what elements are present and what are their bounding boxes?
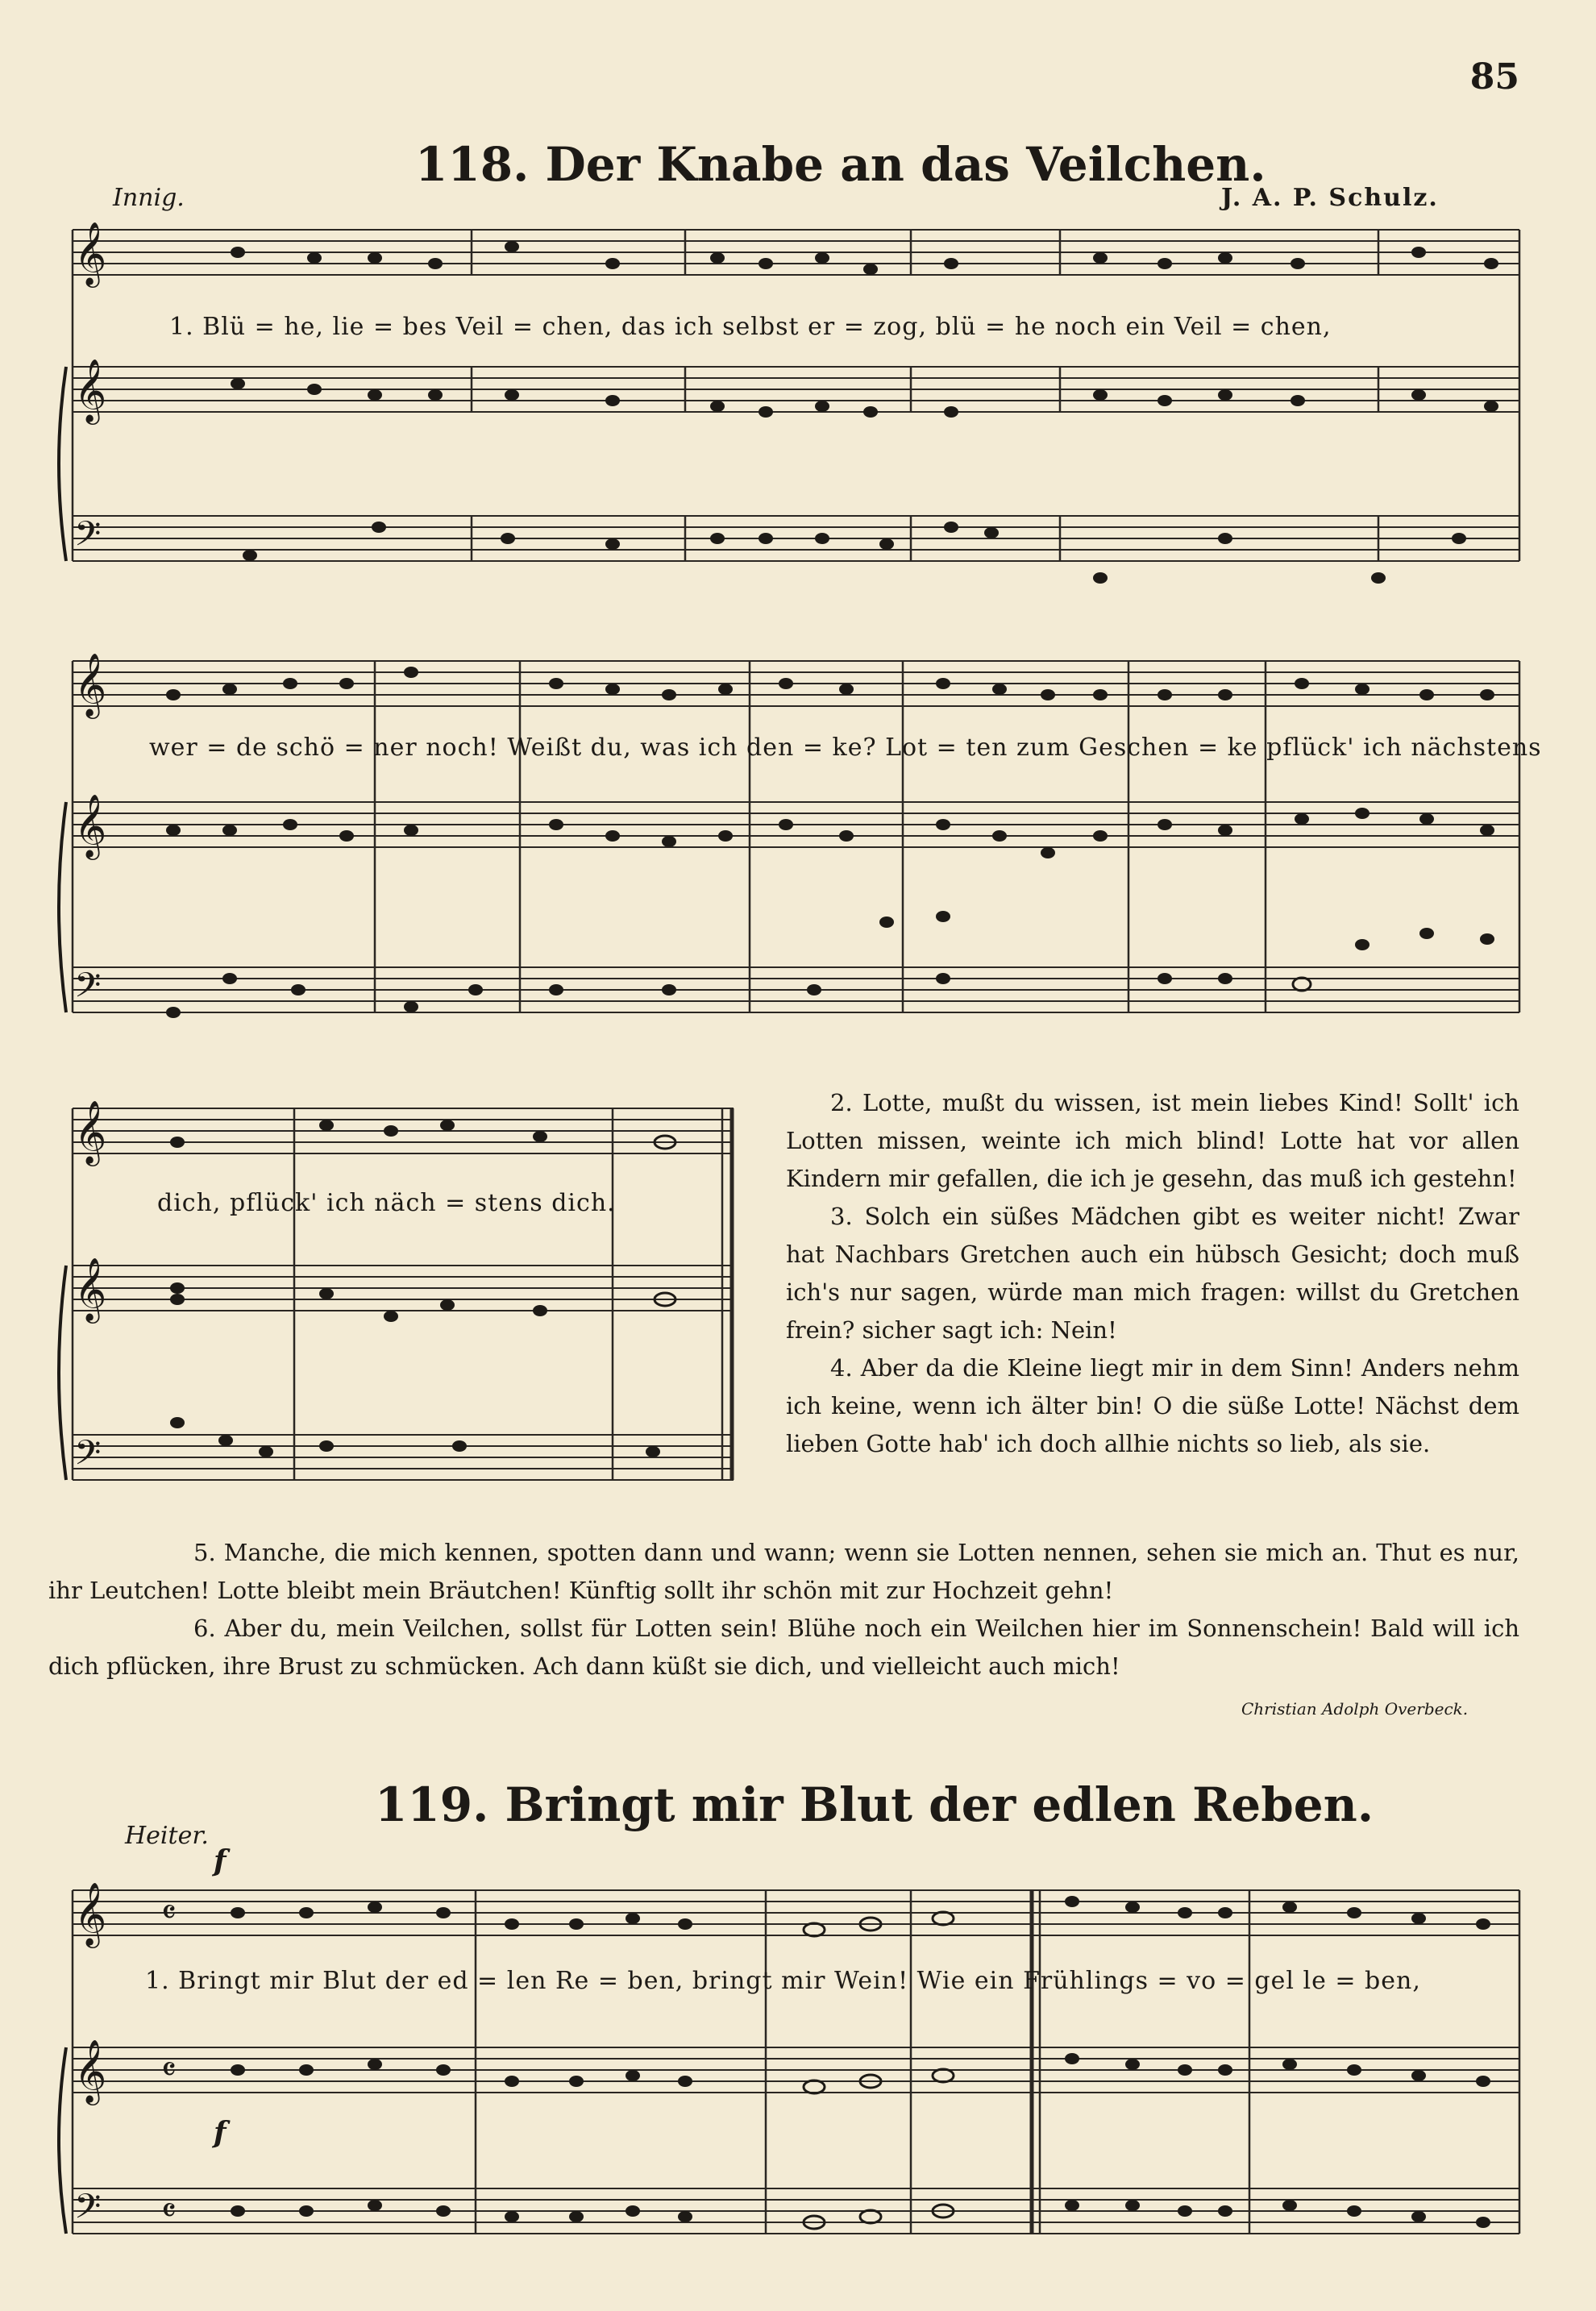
treble-clef-icon: 𝄞 bbox=[74, 1257, 107, 1321]
page-number: 85 bbox=[1469, 56, 1519, 98]
treble-clef-icon: 𝄞 bbox=[74, 222, 107, 285]
song-118-title: 118. Der Knabe an das Veilchen. bbox=[415, 137, 1266, 192]
piano-treble-staff bbox=[73, 367, 1519, 412]
song-119-lyrics-line-1: 1. Bringt mir Blut der ed = len Re = ben, bringt mir Wein! Wie ein Frühlings = vo = gel le = ben, bbox=[145, 1967, 1421, 1995]
treble-clef-icon: 𝄞 bbox=[74, 1882, 107, 1946]
bass-clef-icon: 𝄢 bbox=[74, 514, 102, 563]
song-118-lyrics-line-2: wer = de schö = ner noch! Weißt du, was ich den = ke? Lot = ten zum Geschen = ke pflück' ich nächstens bbox=[149, 734, 1542, 762]
treble-clef-icon: 𝄞 bbox=[74, 1100, 107, 1164]
song-119-title: 119. Bringt mir Blut der edlen Reben. bbox=[375, 1777, 1374, 1832]
music-system-4 bbox=[56, 1874, 1532, 2305]
dynamic-forte-voice: f bbox=[214, 1844, 227, 1878]
song-118-tempo: Innig. bbox=[113, 184, 185, 212]
verse-4: 4. Aber da die Kleine liegt mir in dem Sinn! Anders nehm ich keine, wenn ich älter bin! O die süße Lotte! Nächst dem lieben Gotte hab' ich doch allhie nichts so lieb, als sie. bbox=[786, 1354, 1519, 1457]
verse-6: 6. Aber du, mein Veilchen, sollst für Lotten sein! Blühe noch ein Weilchen hier im Sonnenschein! Bald will ich dich pflücken, ihre Brust zu schmücken. Ach dann küßt sie dich, und vielleicht auch mich! bbox=[48, 1615, 1519, 1680]
bass-clef-icon: 𝄢 bbox=[74, 2187, 102, 2235]
piano-bass-staff bbox=[73, 516, 1519, 561]
verse-2: 2. Lotte, mußt du wissen, ist mein liebes Kind! Sollt' ich Lotten missen, weinte ich mich blind! Lotte hat vor allen Kindern mir gefallen, die ich je gesehn, das muß ich gestehn! bbox=[786, 1089, 1519, 1192]
song-118-lyrics-line-1: 1. Blü = he, lie = bes Veil = chen, das ich selbst er = zog, blü = he noch ein Veil = chen, bbox=[169, 313, 1332, 341]
bass-clef-icon: 𝄢 bbox=[74, 966, 102, 1014]
common-time-icon: 𝄴 bbox=[161, 2050, 177, 2089]
song-119-tempo: Heiter. bbox=[125, 1822, 209, 1850]
music-system-2 bbox=[56, 637, 1532, 1056]
verse-3: 3. Solch ein süßes Mädchen gibt es weiter nicht! Zwar hat Nachbars Gretchen auch ein hübsch Gesicht; doch muß ich's nur sagen, würde man mich fragen: willst du Gretchen frein? sicher sagt ich: Nein! bbox=[786, 1203, 1519, 1344]
song-118-lyrics-line-3: dich, pflück' ich näch = stens dich. bbox=[157, 1189, 616, 1217]
bass-clef-icon: 𝄢 bbox=[74, 1433, 102, 1482]
song-118-verses-full bbox=[48, 1534, 1519, 1685]
verse-5: 5. Manche, die mich kennen, spotten dann und wann; wenn sie Lotten nennen, sehen sie mich an. Thut es nur, ihr Leutchen! Lotte bleibt mein Bräutchen! Künftig sollt ihr schön mit zur Hochzeit gehn! bbox=[48, 1539, 1519, 1604]
common-time-icon: 𝄴 bbox=[161, 1893, 177, 1932]
treble-clef-icon: 𝄞 bbox=[74, 359, 107, 422]
song-118-verses-column bbox=[786, 1084, 1519, 1463]
music-system-1 bbox=[56, 214, 1532, 601]
treble-clef-icon: 𝄞 bbox=[74, 2039, 107, 2103]
song-118-composer: J. A. P. Schulz. bbox=[1221, 184, 1439, 212]
song-118-credit: Christian Adolph Overbeck. bbox=[1241, 1699, 1469, 1719]
treble-clef-icon: 𝄞 bbox=[74, 653, 107, 717]
dynamic-forte-piano: f bbox=[214, 2116, 227, 2150]
common-time-icon: 𝄴 bbox=[161, 2191, 177, 2230]
music-system-3 bbox=[56, 1092, 766, 1519]
voice-staff bbox=[73, 230, 1519, 275]
piano-brace bbox=[59, 367, 66, 561]
treble-clef-icon: 𝄞 bbox=[74, 794, 107, 858]
